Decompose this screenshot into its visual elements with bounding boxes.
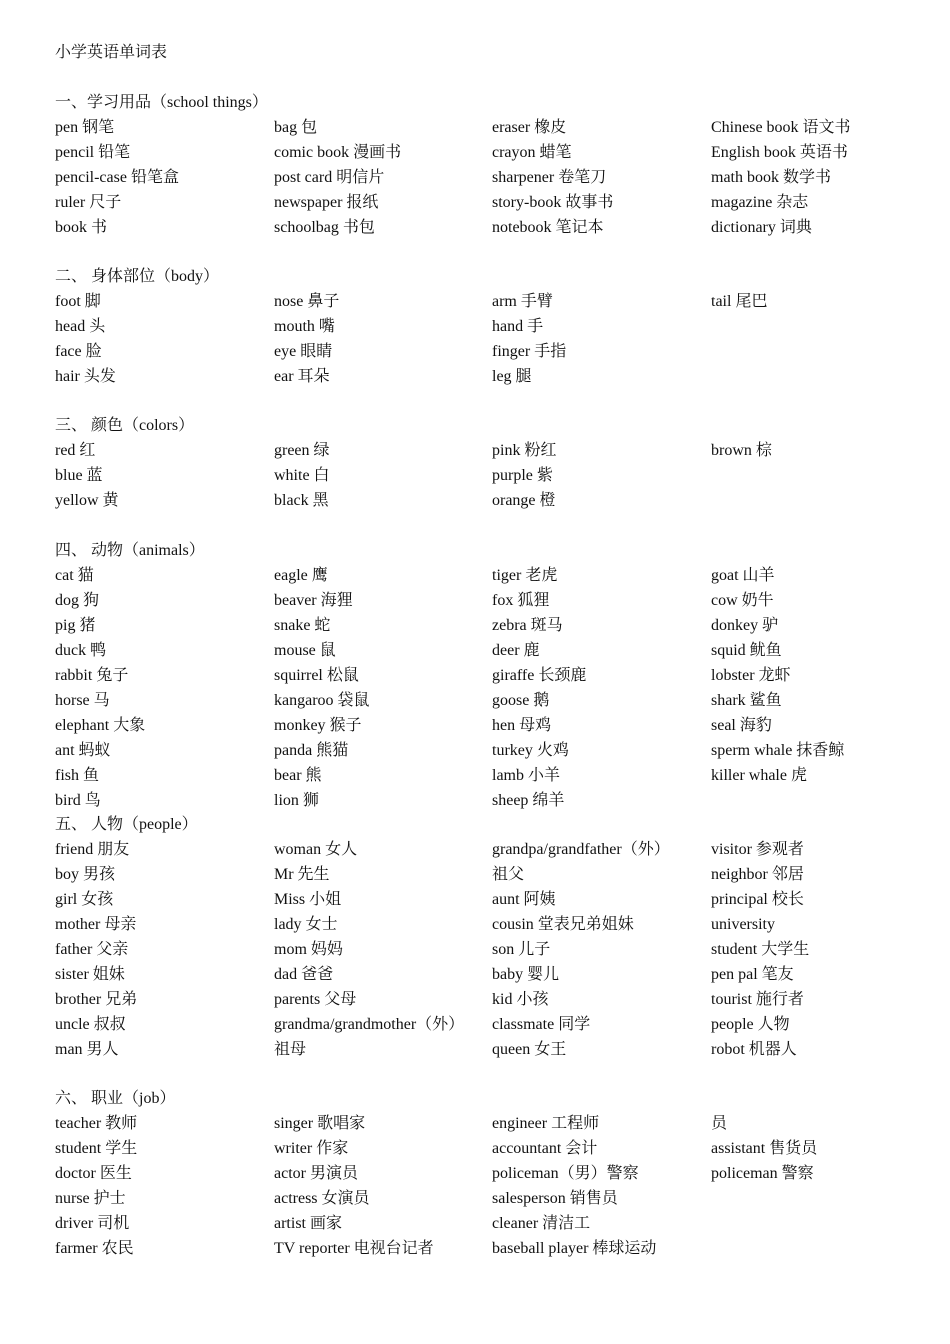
vocab-entry: grandma/grandmother（外） xyxy=(274,1016,465,1033)
section-title: 六、 职业（job） xyxy=(55,1090,176,1107)
word-row xyxy=(0,1211,950,1236)
word-row xyxy=(0,987,950,1012)
vocab-entry: writer 作家 xyxy=(274,1140,349,1157)
vocab-entry: people 人物 xyxy=(711,1016,790,1033)
vocab-entry: dictionary 词典 xyxy=(711,219,812,236)
vocab-entry: TV reporter 电视台记者 xyxy=(274,1240,434,1257)
vocab-entry: post card 明信片 xyxy=(274,169,385,186)
vocab-entry: squirrel 松鼠 xyxy=(274,667,359,684)
vocab-entry: assistant 售货员 xyxy=(711,1140,818,1157)
vocab-entry: yellow 黄 xyxy=(55,492,119,509)
vocab-entry: friend 朋友 xyxy=(55,841,130,858)
word-row xyxy=(0,165,950,190)
section-title: 五、 人物（people） xyxy=(55,816,198,833)
vocab-entry: black 黑 xyxy=(274,492,329,509)
word-row xyxy=(0,215,950,240)
vocab-entry: actress 女演员 xyxy=(274,1190,370,1207)
vocab-entry: tiger 老虎 xyxy=(492,567,558,584)
word-row xyxy=(0,1012,950,1037)
vocab-entry: donkey 驴 xyxy=(711,617,779,634)
vocab-entry: neighbor 邻居 xyxy=(711,866,804,883)
vocab-entry: hair 头发 xyxy=(55,368,116,385)
vocab-entry: giraffe 长颈鹿 xyxy=(492,667,587,684)
vocab-entry: tourist 施行者 xyxy=(711,991,804,1008)
vocab-entry: duck 鸭 xyxy=(55,642,107,659)
vocab-entry: hand 手 xyxy=(492,318,544,335)
vocab-entry: brother 兄弟 xyxy=(55,991,138,1008)
vocab-entry: brown 棕 xyxy=(711,442,772,459)
vocab-entry: lady 女士 xyxy=(274,916,338,933)
vocab-entry: lion 狮 xyxy=(274,792,319,809)
vocab-entry: kangaroo 袋鼠 xyxy=(274,692,370,709)
word-row xyxy=(0,364,950,389)
word-row xyxy=(0,688,950,713)
word-row xyxy=(0,912,950,937)
vocab-entry: kid 小孩 xyxy=(492,991,549,1008)
vocab-entry: zebra 斑马 xyxy=(492,617,563,634)
vocab-entry: pencil-case 铅笔盒 xyxy=(55,169,179,186)
vocab-entry: grandpa/grandfather（外） xyxy=(492,841,670,858)
word-row xyxy=(0,788,950,813)
vocab-entry: sister 姐妹 xyxy=(55,966,125,983)
word-row xyxy=(0,1161,950,1186)
word-row xyxy=(0,1236,950,1261)
vocab-entry: actor 男演员 xyxy=(274,1165,358,1182)
vocab-entry: tail 尾巴 xyxy=(711,293,768,310)
vocab-entry: sheep 绵羊 xyxy=(492,792,565,809)
word-row xyxy=(0,613,950,638)
vocab-entry: monkey 猴子 xyxy=(274,717,362,734)
vocab-entry: mother 母亲 xyxy=(55,916,137,933)
vocab-entry: father 父亲 xyxy=(55,941,129,958)
vocab-entry: story-book 故事书 xyxy=(492,194,614,211)
vocab-entry: eye 眼睛 xyxy=(274,343,333,360)
word-row xyxy=(0,638,950,663)
vocab-entry: mouse 鼠 xyxy=(274,642,336,659)
page-title: 小学英语单词表 xyxy=(55,44,168,61)
vocab-entry: purple 紫 xyxy=(492,467,553,484)
vocab-entry: dad 爸爸 xyxy=(274,966,334,983)
vocab-entry: schoolbag 书包 xyxy=(274,219,375,236)
word-row xyxy=(0,289,950,314)
vocab-entry: bird 鸟 xyxy=(55,792,101,809)
word-row xyxy=(0,314,950,339)
vocab-entry: man 男人 xyxy=(55,1041,119,1058)
vocab-entry: cleaner 清洁工 xyxy=(492,1215,591,1232)
vocab-entry: white 白 xyxy=(274,467,330,484)
vocab-entry: panda 熊猫 xyxy=(274,742,349,759)
vocab-entry: turkey 火鸡 xyxy=(492,742,569,759)
vocab-entry: principal 校长 xyxy=(711,891,804,908)
vocab-entry: comic book 漫画书 xyxy=(274,144,402,161)
word-row xyxy=(0,115,950,140)
vocab-entry: cat 猫 xyxy=(55,567,94,584)
word-row xyxy=(0,463,950,488)
vocab-entry: squid 鱿鱼 xyxy=(711,642,782,659)
vocab-entry: uncle 叔叔 xyxy=(55,1016,126,1033)
vocab-entry: red 红 xyxy=(55,442,96,459)
vocab-entry: horse 马 xyxy=(55,692,110,709)
vocab-entry: notebook 笔记本 xyxy=(492,219,604,236)
vocab-entry: visitor 参观者 xyxy=(711,841,804,858)
vocab-entry: teacher 教师 xyxy=(55,1115,138,1132)
word-row xyxy=(0,588,950,613)
vocab-entry: son 儿子 xyxy=(492,941,551,958)
vocab-entry: accountant 会计 xyxy=(492,1140,598,1157)
vocab-entry: engineer 工程师 xyxy=(492,1115,600,1132)
vocab-entry: fish 鱼 xyxy=(55,767,100,784)
vocab-entry: classmate 同学 xyxy=(492,1016,591,1033)
vocab-entry: woman 女人 xyxy=(274,841,358,858)
vocab-entry: book 书 xyxy=(55,219,108,236)
vocab-entry: eagle 鹰 xyxy=(274,567,328,584)
section-title: 四、 动物（animals） xyxy=(55,542,205,559)
vocab-entry: 祖母 xyxy=(274,1041,307,1058)
vocab-entry: pink 粉红 xyxy=(492,442,557,459)
vocab-entry: Chinese book 语文书 xyxy=(711,119,851,136)
vocab-entry: doctor 医生 xyxy=(55,1165,132,1182)
vocab-entry: elephant 大象 xyxy=(55,717,146,734)
section-title: 三、 颜色（colors） xyxy=(55,417,195,434)
vocab-entry: goat 山羊 xyxy=(711,567,775,584)
vocab-entry: face 脸 xyxy=(55,343,102,360)
vocab-entry: baby 婴儿 xyxy=(492,966,560,983)
vocab-entry: bear 熊 xyxy=(274,767,322,784)
vocab-entry: leg 腿 xyxy=(492,368,532,385)
vocab-entry: cousin 堂表兄弟姐妹 xyxy=(492,916,634,933)
vocab-entry: university xyxy=(711,916,775,933)
vocab-entry: ant 蚂蚁 xyxy=(55,742,111,759)
vocab-entry: crayon 蜡笔 xyxy=(492,144,572,161)
word-row xyxy=(0,140,950,165)
vocab-entry: snake 蛇 xyxy=(274,617,331,634)
vocab-entry: lobster 龙虾 xyxy=(711,667,791,684)
vocab-entry: arm 手臂 xyxy=(492,293,553,310)
vocab-entry: pig 猪 xyxy=(55,617,96,634)
vocab-entry: foot 脚 xyxy=(55,293,101,310)
word-row xyxy=(0,837,950,862)
vocab-entry: English book 英语书 xyxy=(711,144,848,161)
vocab-entry: blue 蓝 xyxy=(55,467,103,484)
vocab-entry: pen pal 笔友 xyxy=(711,966,794,983)
section-title: 二、 身体部位（body） xyxy=(55,268,220,285)
vocab-entry: seal 海豹 xyxy=(711,717,772,734)
vocab-entry: policeman（男）警察 xyxy=(492,1165,639,1182)
vocab-entry: boy 男孩 xyxy=(55,866,116,883)
section-title: 一、学习用品（school things） xyxy=(55,94,268,111)
word-row xyxy=(0,438,950,463)
vocab-entry: pen 钢笔 xyxy=(55,119,115,136)
vocab-entry: beaver 海狸 xyxy=(274,592,353,609)
vocab-entry: student 学生 xyxy=(55,1140,138,1157)
vocab-entry: ruler 尺子 xyxy=(55,194,122,211)
vocab-entry: mouth 嘴 xyxy=(274,318,335,335)
vocab-entry: nose 鼻子 xyxy=(274,293,340,310)
vocab-entry: robot 机器人 xyxy=(711,1041,797,1058)
vocab-entry: ear 耳朵 xyxy=(274,368,330,385)
vocab-entry: student 大学生 xyxy=(711,941,810,958)
word-row xyxy=(0,1136,950,1161)
vocab-entry: eraser 橡皮 xyxy=(492,119,567,136)
vocab-entry: bag 包 xyxy=(274,119,318,136)
vocab-entry: hen 母鸡 xyxy=(492,717,552,734)
vocab-entry: shark 鲨鱼 xyxy=(711,692,782,709)
vocab-entry: 祖父 xyxy=(492,866,525,883)
vocab-entry: deer 鹿 xyxy=(492,642,540,659)
word-row xyxy=(0,862,950,887)
word-row xyxy=(0,713,950,738)
vocab-entry: newspaper 报纸 xyxy=(274,194,379,211)
vocab-entry: pencil 铅笔 xyxy=(55,144,131,161)
vocab-entry: artist 画家 xyxy=(274,1215,342,1232)
vocab-entry: policeman 警察 xyxy=(711,1165,814,1182)
vocab-entry: nurse 护士 xyxy=(55,1190,126,1207)
vocab-entry: singer 歌唱家 xyxy=(274,1115,366,1132)
word-row xyxy=(0,738,950,763)
vocab-entry: girl 女孩 xyxy=(55,891,114,908)
word-row xyxy=(0,1186,950,1211)
word-row xyxy=(0,488,950,513)
vocab-entry: killer whale 虎 xyxy=(711,767,807,784)
word-row xyxy=(0,962,950,987)
vocab-entry: dog 狗 xyxy=(55,592,100,609)
vocab-entry: finger 手指 xyxy=(492,343,567,360)
vocab-entry: queen 女王 xyxy=(492,1041,567,1058)
vocab-entry: driver 司机 xyxy=(55,1215,130,1232)
word-row xyxy=(0,339,950,364)
word-row xyxy=(0,1111,950,1136)
word-row xyxy=(0,937,950,962)
word-row xyxy=(0,190,950,215)
vocab-entry: math book 数学书 xyxy=(711,169,831,186)
vocab-entry: sperm whale 抹香鲸 xyxy=(711,742,845,759)
vocab-entry: Miss 小姐 xyxy=(274,891,342,908)
vocab-entry: green 绿 xyxy=(274,442,330,459)
vocab-entry: farmer 农民 xyxy=(55,1240,134,1257)
vocab-entry: rabbit 兔子 xyxy=(55,667,129,684)
word-row xyxy=(0,887,950,912)
vocab-entry: goose 鹅 xyxy=(492,692,550,709)
vocab-entry: 员 xyxy=(711,1115,728,1132)
vocab-entry: fox 狐狸 xyxy=(492,592,550,609)
vocab-entry: Mr 先生 xyxy=(274,866,330,883)
vocab-entry: orange 橙 xyxy=(492,492,556,509)
vocab-entry: lamb 小羊 xyxy=(492,767,560,784)
vocab-entry: sharpener 卷笔刀 xyxy=(492,169,607,186)
word-row xyxy=(0,1037,950,1062)
word-row xyxy=(0,563,950,588)
vocab-entry: aunt 阿姨 xyxy=(492,891,556,908)
vocab-entry: magazine 杂志 xyxy=(711,194,809,211)
vocab-entry: baseball player 棒球运动 xyxy=(492,1240,657,1257)
vocab-entry: cow 奶牛 xyxy=(711,592,774,609)
word-row xyxy=(0,663,950,688)
vocab-entry: head 头 xyxy=(55,318,106,335)
word-row xyxy=(0,763,950,788)
vocab-entry: parents 父母 xyxy=(274,991,357,1008)
vocab-entry: salesperson 销售员 xyxy=(492,1190,618,1207)
vocab-entry: mom 妈妈 xyxy=(274,941,343,958)
